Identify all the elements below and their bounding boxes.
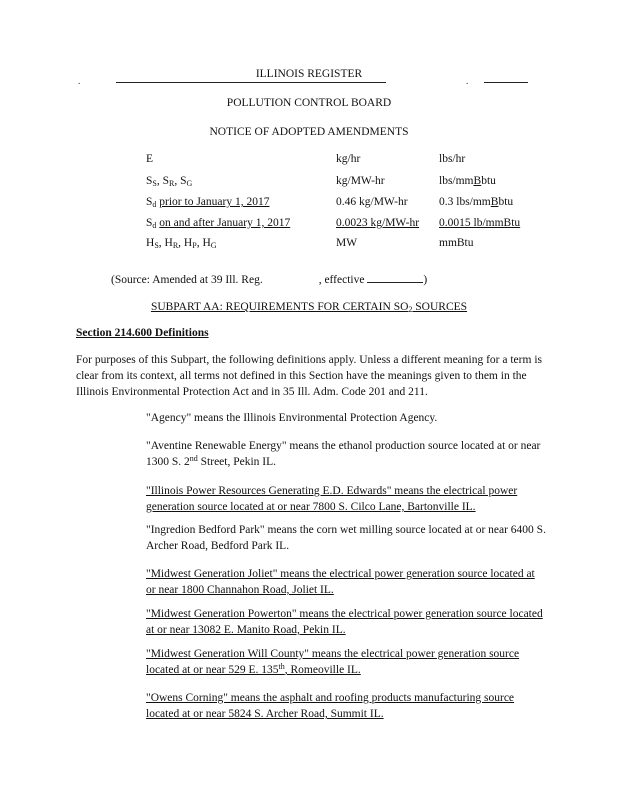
units-symbol: $S_d$ on and after January 1, 2017: [146, 217, 291, 230]
source-close: ): [423, 274, 428, 286]
units-row: [146, 196, 566, 214]
units-symbol: $H_S$, $H_R$, $H_P$, $H_G$: [146, 237, 217, 250]
units-metric: kg/MW-hr: [336, 175, 385, 187]
definition-item: "Midwest Generation Will County" means the electrical power generation source located at or near 529 E. 135th, Romeoville IL.: [146, 648, 520, 676]
units-english: lbs/mmBbtu: [439, 175, 496, 187]
units-symbol: $S_d$ prior to January 1, 2017: [146, 196, 270, 209]
units-row: [146, 217, 566, 235]
units-row: [146, 237, 566, 255]
board-title: POLLUTION CONTROL BOARD: [226, 97, 392, 109]
source-prefix: (Source: Amended at 39 Ill. Reg.: [111, 274, 263, 286]
register-title: ILLINOIS REGISTER: [255, 68, 363, 80]
source-note: [111, 272, 427, 286]
units-english: lbs/hr: [439, 153, 466, 165]
units-symbol: $S_S$, $S_R$, $S_G$: [146, 175, 193, 188]
margin-tick: .: [466, 76, 469, 86]
units-row: [146, 153, 566, 171]
units-metric: 0.46 kg/MW-hr: [336, 196, 408, 208]
definition-item: "Midwest Generation Powerton" means the electrical power generation source located at or near 13082 E. Manito Road, Pekin IL.: [146, 608, 543, 636]
definition-item: "Illinois Power Resources Generating E.D. Edwards" means the electrical power generation source located at or near 7800 S. Cilco Lane, Bartonville IL.: [146, 485, 518, 513]
header-rule-right: [484, 82, 528, 83]
definition-item: "Midwest Generation Joliet" means the electrical power generation source located at or near 1800 Channahon Road, Joliet IL.: [146, 568, 535, 596]
source-effective: , effective: [318, 274, 365, 286]
definition-item: "Ingredion Bedford Park" means the corn wet milling source located at or near 6400 S. Archer Road, Bedford Park IL.: [146, 524, 546, 552]
header-rule: [116, 82, 386, 83]
units-metric: MW: [336, 237, 358, 249]
units-metric: kg/hr: [336, 153, 361, 165]
subpart-heading: SUBPART AA: REQUIREMENTS FOR CERTAIN $SO_2$ SOURCES: [150, 301, 468, 314]
units-english: mmBtu: [439, 237, 474, 249]
definition-item: "Aventine Renewable Energy" means the ethanol production source located at or near 1300 S. 2nd Street, Pekin IL.: [146, 440, 541, 468]
definition-item: "Owens Corning" means the asphalt and roofing products manufacturing source located at or near 5824 S. Archer Road, Summit IL.: [146, 692, 515, 720]
units-row: [146, 175, 566, 193]
intro-paragraph: For purposes of this Subpart, the following definitions apply. Unless a different meaning for a term is clear from its context, all terms not defined in this Section have the meanings given to them in the Illinois Environmental Protection Act and in 35 Ill. Adm. Code 201 and 211.: [76, 354, 542, 398]
margin-tick: .: [78, 76, 81, 86]
section-heading: Section 214.600 Definitions: [76, 327, 209, 339]
notice-title: NOTICE OF ADOPTED AMENDMENTS: [209, 126, 409, 138]
units-english: 0.3 lbs/mmBbtu: [439, 196, 514, 208]
units-metric: 0.0023 kg/MW-hr: [336, 217, 420, 229]
units-symbol: E: [146, 153, 154, 165]
definition-item: "Agency" means the Illinois Environmental Protection Agency.: [146, 412, 438, 424]
date-blank: [367, 272, 423, 283]
units-english: 0.0015 lb/mmBtu: [439, 217, 521, 229]
